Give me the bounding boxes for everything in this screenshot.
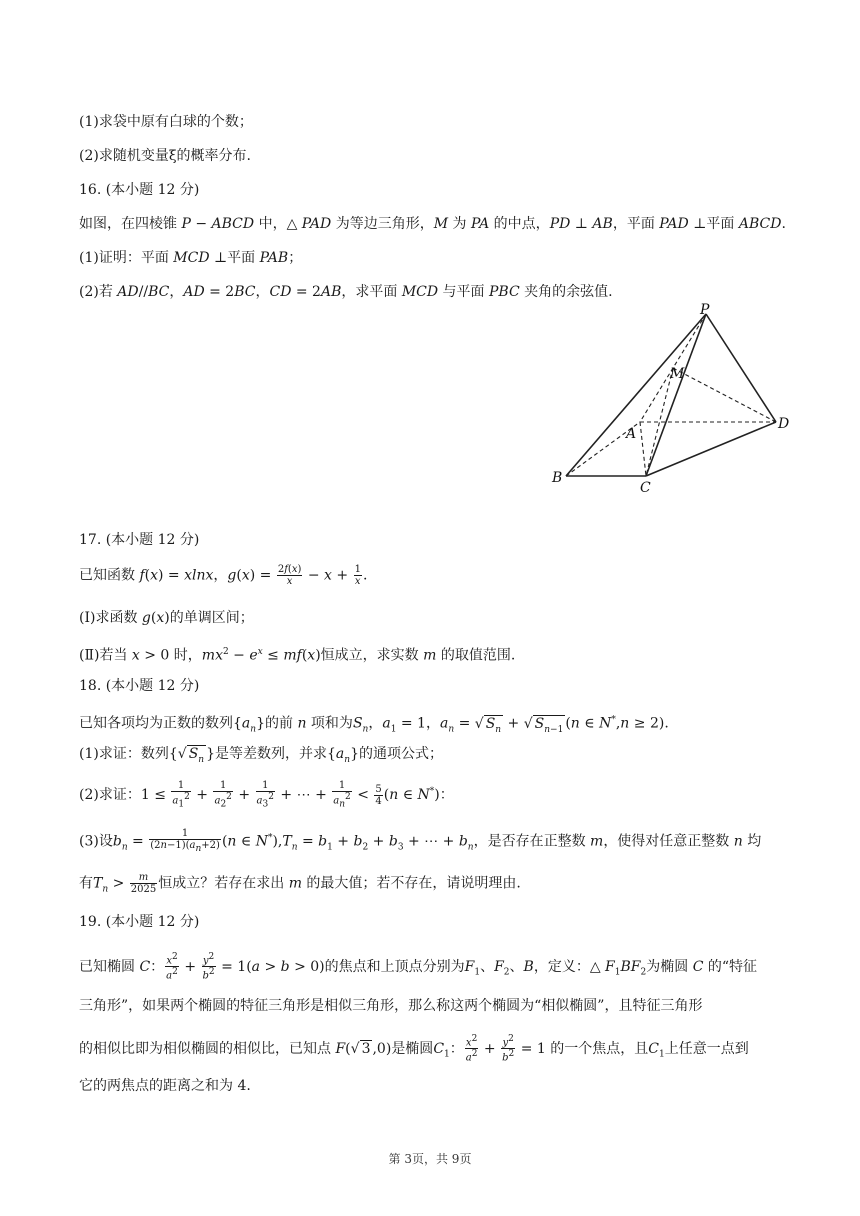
q16-part1: (1)证明：平面 MCD ⊥平面 PAB； [79, 250, 303, 266]
q19-line1: 已知椭圆 C： $\frac{x^2}{a^2}$ + $\frac{y^2}{b^2}$ = 1(a > b > 0)的焦点和上顶点分别为$F_1$、$F_2$、B，定义：△ $F_1BF_2$为椭圆 C 的“特征 [79, 952, 758, 982]
q19-line4: 它的两焦点的距离之和为 4. [79, 1078, 251, 1094]
label-D: D [778, 416, 790, 432]
q15-part1: (1)求袋中原有白球的个数； [79, 114, 253, 130]
q18-part1: (1)求证：数列{√ $S_n$ }是等差数列，并求$\{a_n\}$的通项公式； [79, 746, 443, 765]
q19-header: 19. (本小题 12 分) [79, 914, 200, 930]
pyramid-figure [548, 300, 798, 495]
label-M: M [670, 366, 685, 382]
q18-header: 18. (本小题 12 分) [79, 678, 200, 694]
q18-stem: 已知各项均为正数的数列$\{a_n\}$的前 n 项和为$S_n$，$a_1 = 1$，$a_n$ = √ $S_n$ + √ $S_{n-1}$ (n ∈ N*,n ≥ 2). [79, 715, 669, 735]
q17-header: 17. (本小题 12 分) [79, 532, 200, 548]
q15-part2: (2)求随机变量ξ的概率分布. [79, 148, 251, 164]
q18-part2: (2)求证：1 ≤ $\frac{1}{a_1^2}$ + $\frac{1}{a_2^2}$ + $\frac{1}{a_3^2}$ + ⋯ + $\frac{1}{a_n^2}$ < $\frac{5}{4}$ (n ∈ N*)： [79, 780, 454, 810]
q19-line3: 的相似比即为相似椭圆的相似比，已知点 F(√ 3 ,0)是椭圆$C_1$： $\frac{x^2}{a^2}$ + $\frac{y^2}{b^2}$ = 1 的一个焦点，且$C_1$上任意一点到 [79, 1034, 749, 1064]
label-A: A [626, 426, 637, 442]
q19-line2: 三角形”，如果两个椭圆的特征三角形是相似三角形，那么称这两个椭圆为“相似椭圆”，且特征三角形 [79, 998, 703, 1014]
q16-header: 16. (本小题 12 分) [79, 182, 200, 198]
label-P: P [700, 302, 710, 318]
q17-stem: 已知函数 f(x) = xlnx，g(x) = $\frac{2f(x)}{x}$ − x + $\frac{1}{x}$ . [79, 564, 368, 587]
page-footer: 第 3页，共 9页 [388, 1152, 472, 1166]
q17-part2: (Ⅱ)若当 x > 0 时，$mx^2 - e^x \le mf(x)$恒成立，求实数 m 的取值范围. [79, 647, 516, 664]
q18-part3-line2: 有$T_n$ > $\frac{m}{2025}$ 恒成立？若存在求出 m 的最大值；若不存在，请说明理由. [79, 872, 521, 895]
q18-part3-line1: (3)设$b_n$ = $\frac{1}{(2n-1)(a_n+2)}$ (n ∈ $N^*),T_n = b_1 + b_2 + b_3$ + ⋯ + $b_n$，是否存在正整数 m，使得对任意正整数 n 均 [79, 828, 762, 855]
q16-stem: 如图，在四棱锥 P − ABCD 中，△ PAD 为等边三角形，M 为 PA 的中点，PD ⊥ AB，平面 PAD ⊥平面 ABCD. [79, 216, 786, 232]
q16-part2: (2)若 AD//BC，AD = 2BC，CD = 2AB，求平面 MCD 与平面 PBC 夹角的余弦值. [79, 284, 613, 300]
label-B: B [552, 470, 563, 486]
label-C: C [640, 480, 651, 495]
q17-part1: (Ⅰ)求函数 g(x)的单调区间； [79, 610, 254, 626]
